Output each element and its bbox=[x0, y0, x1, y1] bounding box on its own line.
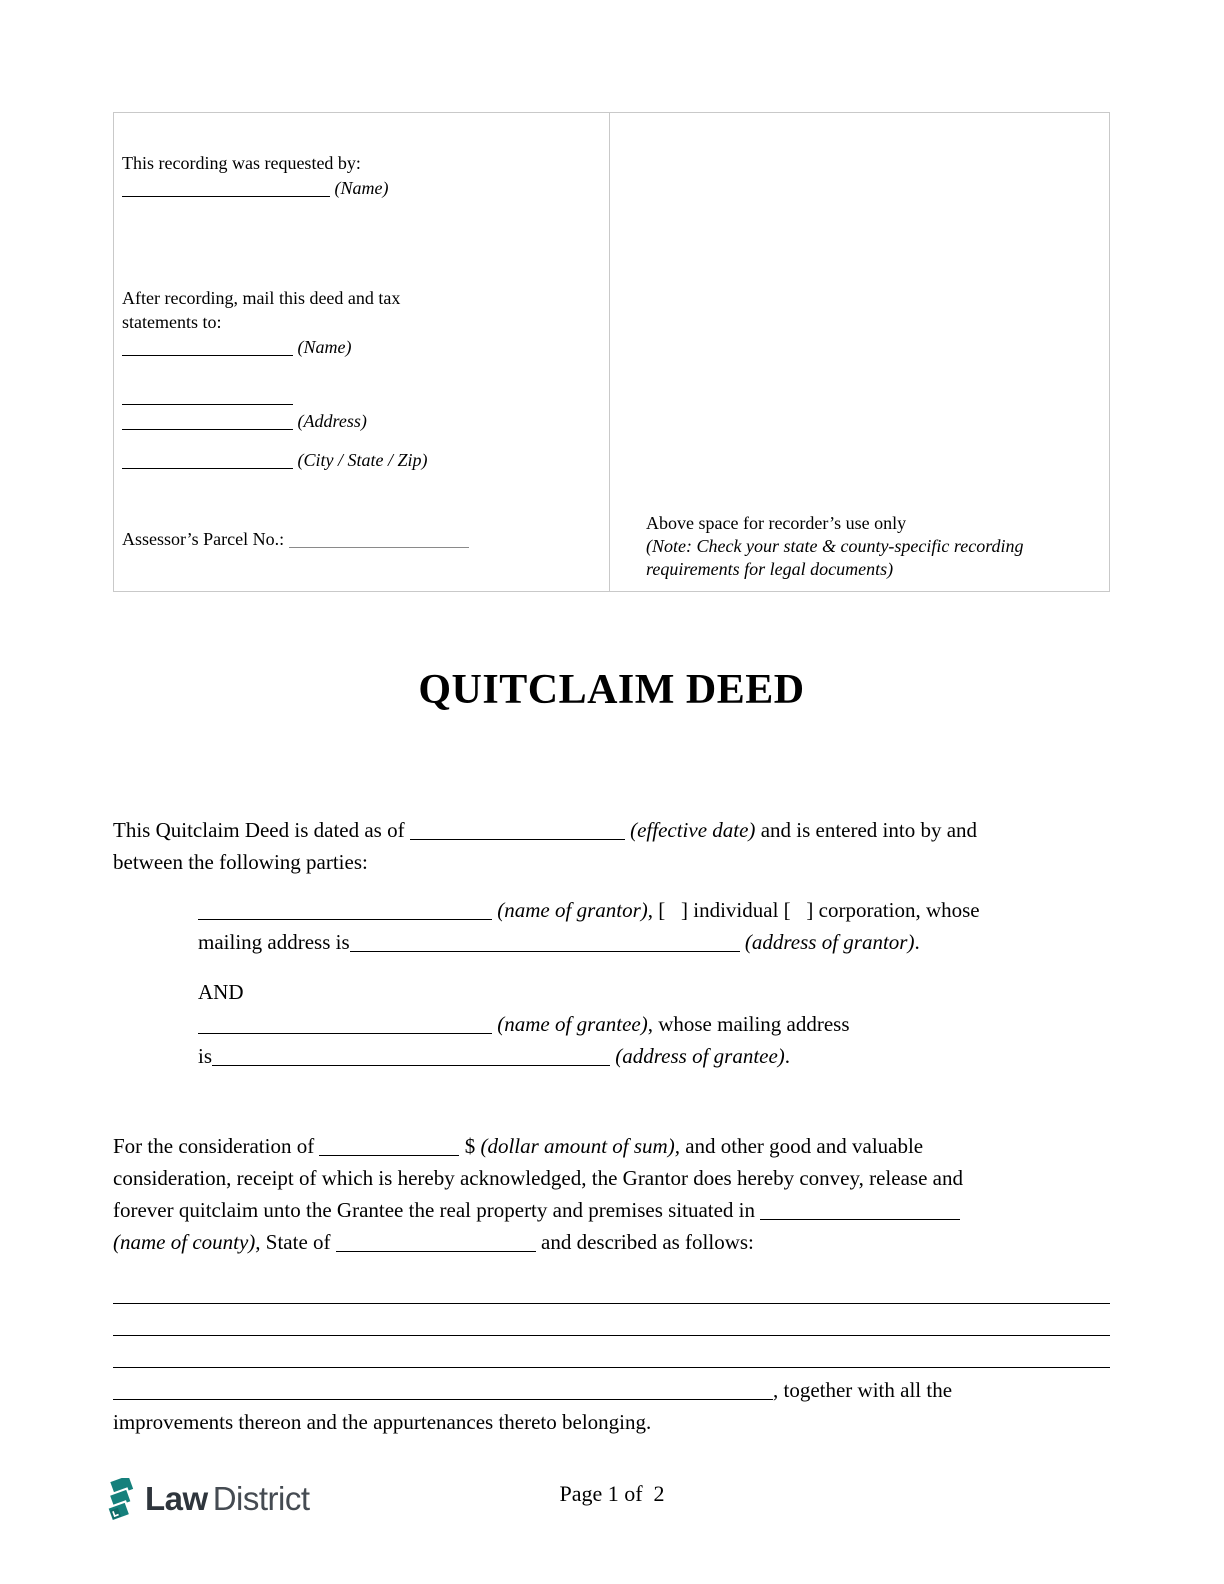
text-line bbox=[113, 1194, 1110, 1226]
text-run: , bbox=[647, 898, 659, 922]
text-line bbox=[198, 1008, 1110, 1040]
text-line bbox=[113, 846, 1110, 878]
assessor-parcel-label: Assessor’s Parcel No.: bbox=[122, 529, 289, 549]
mail-to-city-state-zip-field[interactable] bbox=[122, 450, 293, 469]
county-name-hint: (name of county), bbox=[113, 1230, 261, 1254]
sum-amount-field[interactable] bbox=[319, 1134, 459, 1156]
grantee-address-field[interactable] bbox=[212, 1044, 610, 1066]
property-description-line-1[interactable] bbox=[113, 1282, 1110, 1304]
page-title: QUITCLAIM DEED bbox=[418, 667, 805, 713]
text-run: This Quitclaim Deed is dated as of bbox=[113, 818, 410, 842]
property-description-line-3[interactable] bbox=[113, 1346, 1110, 1368]
address-hint: (Address) bbox=[293, 411, 367, 431]
city-state-zip-hint: (City / State / Zip) bbox=[293, 450, 428, 470]
grantor-name-field[interactable] bbox=[198, 898, 492, 920]
county-name-field[interactable] bbox=[760, 1198, 960, 1220]
text-line bbox=[113, 1374, 1110, 1406]
recorder-use-note: (Note: Check your state & county-specific recording bbox=[646, 536, 1024, 556]
text-run: is bbox=[198, 1044, 213, 1068]
text-line bbox=[113, 814, 1110, 846]
grantee-name-hint: (name of grantee) bbox=[497, 1012, 648, 1036]
text-line bbox=[113, 1406, 1110, 1438]
mail-to-address-line-1 bbox=[122, 383, 601, 408]
text-run: . bbox=[784, 1044, 791, 1068]
closing-paragraph bbox=[113, 1374, 1110, 1438]
effective-date-field[interactable] bbox=[410, 818, 625, 840]
property-description-line-2[interactable] bbox=[113, 1314, 1110, 1336]
grantee-address-hint: (address of grantee) bbox=[615, 1044, 785, 1068]
grantor-address-field[interactable] bbox=[350, 930, 740, 952]
brand-district: District bbox=[212, 1480, 310, 1517]
text-run: individual bbox=[688, 898, 784, 922]
name-hint: (Name) bbox=[293, 337, 352, 357]
mail-to-address-line-2 bbox=[122, 408, 601, 433]
text-line bbox=[113, 1342, 1110, 1374]
text-run: State of bbox=[260, 1230, 336, 1254]
text-line bbox=[113, 1226, 1110, 1258]
mail-to-address-field-1[interactable] bbox=[122, 386, 293, 405]
grantee-name-field[interactable] bbox=[198, 1012, 492, 1034]
mail-to-label-2: statements to: bbox=[122, 312, 222, 332]
text-line bbox=[113, 1310, 1110, 1342]
text-run: consideration, receipt of which is hereby acknowledged, the Grantor does hereby convey, release and bbox=[113, 1166, 963, 1190]
grantor-block bbox=[198, 894, 1110, 958]
text-line bbox=[113, 1162, 1110, 1194]
requested-by-line bbox=[122, 175, 601, 200]
individual-checkbox[interactable]: [ ] bbox=[658, 898, 688, 922]
recorder-request-section bbox=[114, 113, 609, 591]
text-line bbox=[198, 1040, 1110, 1072]
grantee-block bbox=[198, 1008, 1110, 1072]
assessor-parcel-line bbox=[122, 526, 601, 551]
text-run: forever quitclaim unto the Grantee the real property and premises situated in bbox=[113, 1198, 761, 1222]
mail-to-city-line bbox=[122, 447, 601, 472]
text-line bbox=[198, 894, 1110, 926]
text-run: improvements thereon and the appurtenances thereto belonging. bbox=[113, 1410, 652, 1434]
text-run: , whose mailing address bbox=[647, 1012, 850, 1036]
recorder-use-section bbox=[609, 113, 1109, 591]
page-number: Page 1 of 2 bbox=[559, 1481, 665, 1506]
text-run: and is entered into by and bbox=[755, 818, 978, 842]
corporation-checkbox[interactable]: [ ] bbox=[783, 898, 814, 922]
property-description-line-4[interactable] bbox=[113, 1378, 773, 1400]
assessor-parcel-field[interactable] bbox=[289, 529, 469, 548]
text-run: corporation, whose bbox=[813, 898, 980, 922]
text-run: between the following parties: bbox=[113, 850, 368, 874]
text-run: , together with all the bbox=[773, 1378, 953, 1402]
text-run: $ bbox=[459, 1134, 481, 1158]
text-run: . bbox=[914, 930, 920, 954]
text-line bbox=[113, 1278, 1110, 1310]
brand-law: Law bbox=[145, 1480, 208, 1517]
recorder-use-label: Above space for recorder’s use only bbox=[646, 513, 907, 533]
sum-amount-hint: (dollar amount of sum), bbox=[480, 1134, 680, 1158]
text-run: mailing address is bbox=[198, 930, 350, 954]
text-run: and other good and valuable bbox=[679, 1134, 924, 1158]
requested-by-label: This recording was requested by: bbox=[122, 153, 361, 173]
recorder-info-box bbox=[113, 112, 1110, 592]
text-run: For the consideration of bbox=[113, 1134, 320, 1158]
mail-to-name-line bbox=[122, 334, 601, 359]
consideration-paragraph bbox=[113, 1130, 1110, 1258]
mail-to-name-field[interactable] bbox=[122, 337, 293, 356]
state-name-field[interactable] bbox=[336, 1230, 536, 1252]
requested-by-name-field[interactable] bbox=[122, 178, 330, 197]
grantor-address-hint: (address of grantor) bbox=[744, 930, 915, 954]
text-line bbox=[113, 1130, 1110, 1162]
document-content bbox=[113, 112, 1110, 1438]
effective-date-hint: (effective date) bbox=[630, 818, 756, 842]
page-footer bbox=[0, 1478, 1224, 1538]
mail-to-label: After recording, mail this deed and tax bbox=[122, 288, 401, 308]
grantor-name-hint: (name of grantor) bbox=[497, 898, 648, 922]
recorder-use-note-2: requirements for legal documents) bbox=[646, 559, 894, 579]
name-hint: (Name) bbox=[330, 178, 389, 198]
and-label: AND bbox=[198, 980, 244, 1004]
property-description-lines bbox=[113, 1278, 1110, 1374]
text-run: and described as follows: bbox=[535, 1230, 754, 1254]
mail-to-address-field-2[interactable] bbox=[122, 411, 293, 430]
intro-paragraph bbox=[113, 814, 1110, 878]
text-line bbox=[198, 926, 1110, 958]
